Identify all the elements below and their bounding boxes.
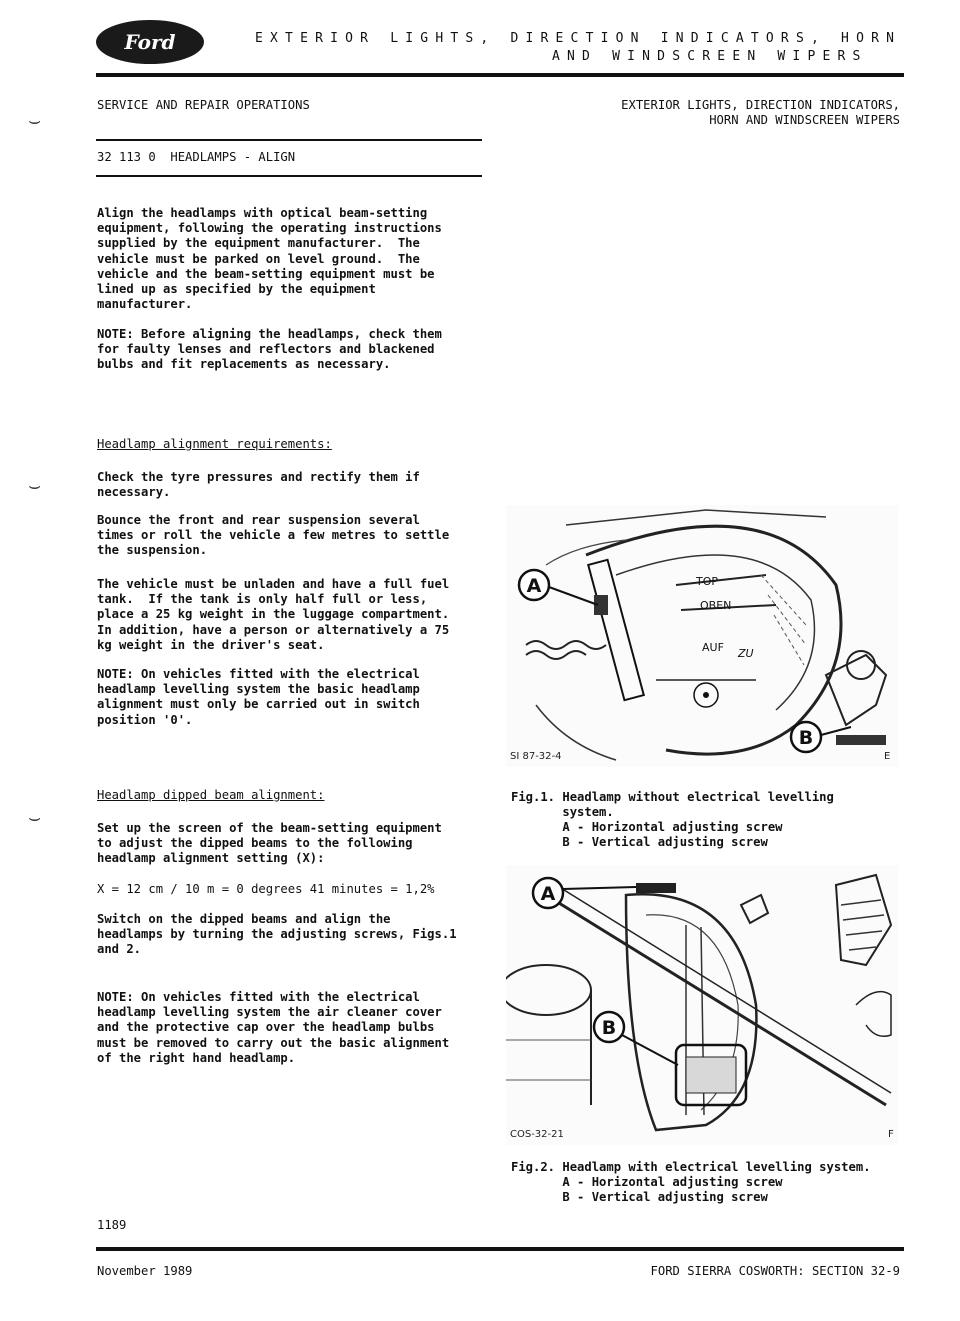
figure1-caption-line4: B - Vertical adjusting screw (511, 835, 768, 849)
intro-paragraph: Align the headlamps with optical beam-setting equipment, following the operating instructions supplied by the equipment manufacturer. The vehicle must be parked on level ground. The vehicle and the beam-setting equipment must be lined up as specified by the equipment manufacturer. (97, 206, 442, 312)
figure1-label-top: TOP (696, 575, 719, 588)
operation-rule-top (96, 139, 482, 141)
section-right-title-line1: EXTERIOR LIGHTS, DIRECTION INDICATORS, (621, 98, 900, 112)
footer-rule (96, 1247, 904, 1251)
operation-title: 32 113 0 HEADLAMPS - ALIGN (97, 150, 296, 164)
footer-manual-title: FORD SIERRA COSWORTH: SECTION 32-9 (650, 1264, 900, 1278)
suspension-paragraph: Bounce the front and rear suspension several times or roll the vehicle a few metres to settle the suspension. (97, 513, 450, 558)
alignment-formula: X = 12 cm / 10 m = 0 degrees 41 minutes = 1,2% (97, 882, 435, 896)
tyre-pressure-paragraph: Check the tyre pressures and rectify them if necessary. (97, 470, 420, 500)
ford-logo (96, 20, 204, 64)
figure1-label-oben: OBEN (700, 599, 732, 612)
dipped-beam-heading: Headlamp dipped beam alignment: (97, 788, 325, 802)
margin-mark: ⌣ (28, 805, 42, 829)
figure2-caption-line3: B - Vertical adjusting screw (511, 1190, 768, 1204)
logo-text: Ford (124, 30, 176, 54)
figure1-label-auf: AUF (702, 641, 724, 654)
note-before-aligning: NOTE: Before aligning the headlamps, check them for faulty lenses and reflectors and blackened bulbs and fit replacements as necessary. (97, 327, 442, 372)
figure1-caption-line1: Fig.1. Headlamp without electrical levelling (511, 790, 834, 804)
figure1-corner-letter: E (884, 751, 891, 762)
figure2-illustration (506, 865, 898, 1145)
section-right-title-line2: HORN AND WINDSCREEN WIPERS (709, 113, 900, 127)
section-left-title: SERVICE AND REPAIR OPERATIONS (97, 98, 310, 112)
figure1-callout-a: A (526, 575, 542, 597)
operation-rule-bottom (96, 175, 482, 177)
figure2-callout-a: A (540, 883, 556, 905)
header-title-line2: AND WINDSCREEN WIPERS (552, 49, 868, 64)
note-levelling-position: NOTE: On vehicles fitted with the electrical headlamp levelling system the basic headlamp alignment must only be carried out in switch position '0'. (97, 667, 420, 727)
alignment-requirements-heading: Headlamp alignment requirements: (97, 437, 332, 451)
figure1-label-zu: ZU (738, 647, 754, 660)
figure2-caption-line2: A - Horizontal adjusting screw (511, 1175, 783, 1189)
header-rule (96, 73, 904, 77)
figure2-drawing (506, 865, 898, 1145)
margin-mark: ⌣ (28, 108, 42, 132)
unladen-paragraph: The vehicle must be unladen and have a full fuel tank. If the tank is only half full or less, place a 25 kg weight in the luggage compartment. In addition, have a person or alternatively a 75 kg weight in the driver's seat. (97, 577, 450, 652)
footer-date: November 1989 (97, 1264, 193, 1278)
switch-on-paragraph: Switch on the dipped beams and align the headlamps by turning the adjusting screws, Figs.1 and 2. (97, 912, 457, 957)
figure2-caption-line1: Fig.2. Headlamp with electrical levelling system. (511, 1160, 871, 1174)
figure1-caption-line2: system. (511, 805, 614, 819)
header-title-line1: EXTERIOR LIGHTS, DIRECTION INDICATORS, HORN (255, 31, 902, 46)
figure2-reference: COS-32-21 (510, 1129, 564, 1140)
figure2-callout-b: B (601, 1017, 617, 1039)
note-air-cleaner: NOTE: On vehicles fitted with the electrical headlamp levelling system the air cleaner cover and the protective cap over the headlamp bulbs must be removed to carry out the basic alignment of the right hand headlamp. (97, 990, 450, 1065)
figure1-reference: SI 87-32-4 (510, 751, 562, 762)
figure1-callout-b: B (798, 727, 814, 749)
page-number: 1189 (97, 1218, 127, 1232)
screen-setup-paragraph: Set up the screen of the beam-setting equipment to adjust the dipped beams to the following headlamp alignment setting (X): (97, 821, 442, 866)
figure1-illustration (506, 505, 898, 767)
figure1-drawing (506, 505, 898, 767)
margin-mark: ⌣ (28, 473, 42, 497)
figure2-corner-letter: F (888, 1129, 894, 1140)
figure1-caption-line3: A - Horizontal adjusting screw (511, 820, 783, 834)
